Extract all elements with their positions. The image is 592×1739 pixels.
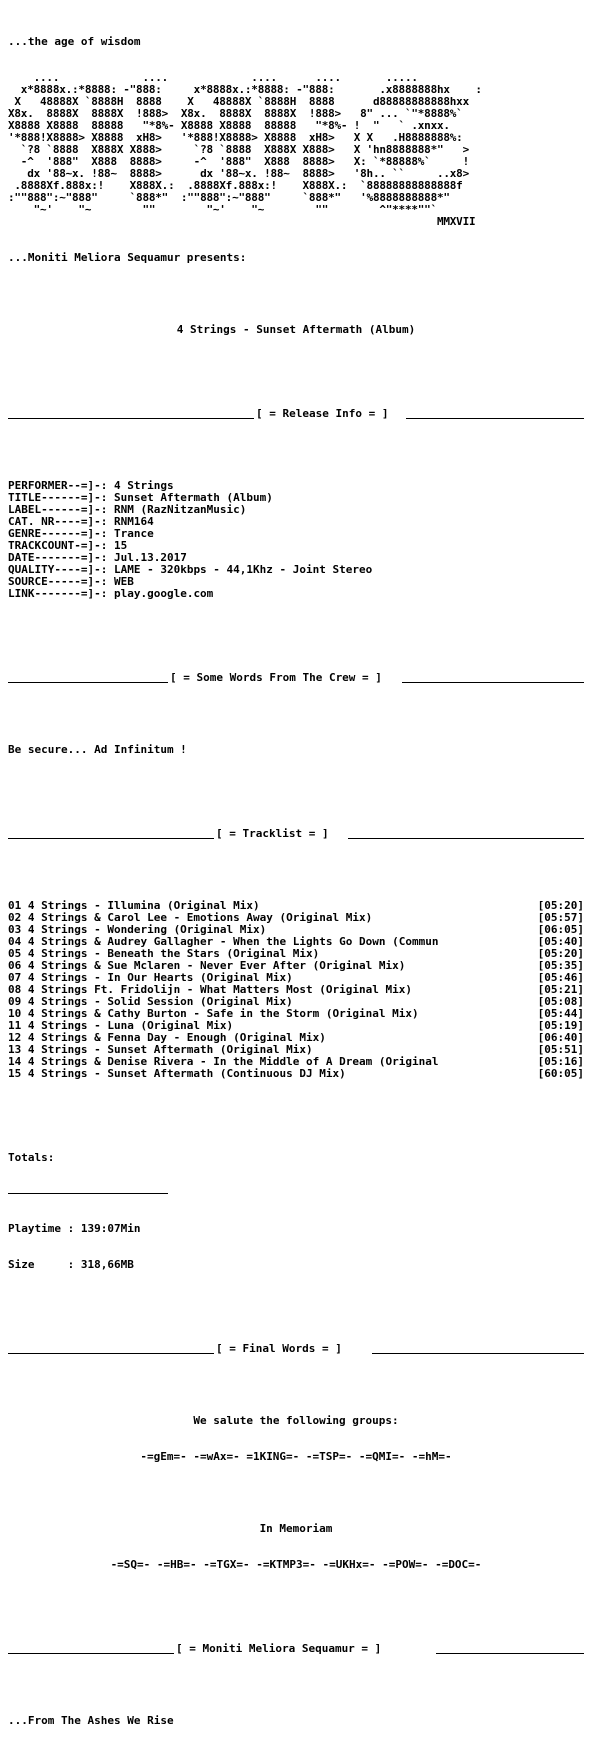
salute-line: We salute the following groups: <box>193 1414 399 1427</box>
ascii-art-line: X8888 X8888 88888 "*8%- X8888 X8888 88888 "*8%- ! " ` .xnxx. <box>8 119 450 132</box>
ascii-art-line: .8888Xf.888x:! X888X.: .8888Xf.888x:! X888X.: `88888888888888f <box>8 179 463 192</box>
track-title: 06 4 Strings & Sue Mclaren - Never Ever After (Original Mix) <box>8 959 406 972</box>
release-info-key: LABEL------=]-: <box>8 503 114 516</box>
track-duration: [06:05] <box>537 923 584 936</box>
track-title: 02 4 Strings & Carol Lee - Emotions Away (Original Mix) <box>8 911 373 924</box>
track-title: 15 4 Strings - Sunset Aftermath (Continuous DJ Mix) <box>8 1067 346 1080</box>
track-duration: [05:08] <box>537 995 584 1008</box>
track-title: 04 4 Strings & Audrey Gallagher - When the Lights Go Down (Commun <box>8 935 439 948</box>
release-info-key: LINK-------=]-: <box>8 587 114 600</box>
ascii-art-line: x*8888x.:*8888: -"888: x*8888x.:*8888: -"888: .x8888888hx : <box>8 83 482 96</box>
crew-words-separator <box>8 672 584 684</box>
release-info-value: Trance <box>113 527 154 540</box>
memoriam-groups: -=SQ=- -=HB=- -=TGX=- -=KTMP3=- -=UKHx=- -=POW=- -=DOC=- <box>110 1558 482 1571</box>
track-title: 05 4 Strings - Beneath the Stars (Original Mix) <box>8 947 320 960</box>
release-info-key: GENRE------=]-: <box>8 527 114 540</box>
track-duration: [05:21] <box>537 983 584 996</box>
moniti-separator <box>8 1643 584 1655</box>
ascii-art-line: .... .... .... .... ..... <box>8 71 418 84</box>
outro-line: ...From The Ashes We Rise <box>8 1714 174 1727</box>
release-info-value: LAME - 320kbps - 44,1Khz - Joint Stereo <box>113 563 373 576</box>
track-title: 14 4 Strings & Denise Rivera - In the Middle of A Dream (Original <box>8 1055 439 1068</box>
track-duration: [05:19] <box>537 1019 584 1032</box>
release-info-value: 4 Strings <box>113 479 174 492</box>
track-duration: [05:51] <box>537 1043 584 1056</box>
release-info-value: Jul.13.2017 <box>113 551 187 564</box>
ascii-art-logo <box>8 72 584 228</box>
release-info-value: Sunset Aftermath (Album) <box>113 491 273 504</box>
track-duration: [05:16] <box>537 1055 584 1068</box>
release-info-key: SOURCE-----=]-: <box>8 575 114 588</box>
release-info-separator <box>8 408 584 420</box>
ascii-art-line: `?8 `8888 X888X X888> `?8 `8888 X888X X888> X 'hn8888888*" > <box>8 143 469 156</box>
release-info-key: DATE-------=]-: <box>8 551 114 564</box>
release-info-heading: [ = Release Info = ] <box>256 407 389 420</box>
track-duration: [05:40] <box>537 935 584 948</box>
final-words-separator <box>8 1343 584 1355</box>
track-duration: [05:46] <box>537 971 584 984</box>
totals-heading: Totals: <box>8 1151 55 1164</box>
release-info-value: RNM (RazNitzanMusic) <box>113 503 247 516</box>
release-info-key: QUALITY----=]-: <box>8 563 114 576</box>
release-info-value: RNM164 <box>113 515 154 528</box>
crew-message: Be secure... Ad Infinitum ! <box>8 743 187 756</box>
release-info-value: play.google.com <box>113 587 214 600</box>
track-duration: [05:20] <box>537 947 584 960</box>
track-row <box>8 1068 584 1080</box>
track-title: 10 4 Strings & Cathy Burton - Safe in the Storm (Original Mix) <box>8 1007 419 1020</box>
ascii-art-line: MMXVII <box>8 215 476 228</box>
track-title: 07 4 Strings - In Our Hearts (Original Mix) <box>8 971 293 984</box>
final-words-heading: [ = Final Words = ] <box>216 1342 342 1355</box>
release-info-row <box>8 588 584 600</box>
ascii-art-line: :""888":~"888" `888*" :""888":~"888" `888*" '%8888888888*" <box>8 191 450 204</box>
release-info-block <box>8 480 584 600</box>
release-info-value: 15 <box>113 539 128 552</box>
release-info-value: WEB <box>113 575 134 588</box>
track-title: 03 4 Strings - Wondering (Original Mix) <box>8 923 267 936</box>
release-info-key: TITLE------=]-: <box>8 491 114 504</box>
ascii-art-line: X 48888X `8888H 8888 X 48888X `8888H 8888 d88888888888hxx <box>8 95 469 108</box>
release-info-key: CAT. NR----=]-: <box>8 515 114 528</box>
release-info-key: TRACKCOUNT-=]-: <box>8 539 114 552</box>
track-title: 08 4 Strings Ft. Fridolijn - What Matters Most (Original Mix) <box>8 983 412 996</box>
intro-line: ...the age of wisdom <box>8 35 141 48</box>
track-title: 11 4 Strings - Luna (Original Mix) <box>8 1019 234 1032</box>
presents-line: ...Moniti Meliora Sequamur presents: <box>8 251 247 264</box>
ascii-art-line: dx '88~x. !88~ 8888> dx '88~x. !88~ 8888> '8h.. `` ..x8> <box>8 167 469 180</box>
release-headline: 4 Strings - Sunset Aftermath (Album) <box>176 323 416 336</box>
tracklist-separator <box>8 828 584 840</box>
track-duration: [05:44] <box>537 1007 584 1020</box>
ascii-art-line: '*888!X8888> X8888 xH8> '*888!X8888> X8888 xH8> X X .H8888888%: <box>8 131 463 144</box>
track-title: 13 4 Strings - Sunset Aftermath (Original Mix) <box>8 1043 313 1056</box>
totals-size: Size : 318,66MB <box>8 1258 134 1271</box>
ascii-art-line: -^ '888" X888 8888> -^ '888" X888 8888> X: `*88888%` ! <box>8 155 469 168</box>
moniti-heading: [ = Moniti Meliora Sequamur = ] <box>176 1642 382 1655</box>
track-title: 09 4 Strings - Solid Session (Original Mix) <box>8 995 293 1008</box>
ascii-art-line: X8x. 8888X 8888X !888> X8x. 8888X 8888X !888> 8" ... `"*8888%` <box>8 107 463 120</box>
track-duration: [05:57] <box>537 911 584 924</box>
salute-groups: -=gEm=- -=wAx=- =1KING=- -=TSP=- -=QMI=- -=hM=- <box>140 1450 452 1463</box>
track-duration: [05:20] <box>537 899 584 912</box>
track-duration: [06:40] <box>537 1031 584 1044</box>
track-duration: [60:05] <box>537 1067 584 1080</box>
track-duration: [05:35] <box>537 959 584 972</box>
track-title: 01 4 Strings - Illumina (Original Mix) <box>8 899 260 912</box>
tracklist <box>8 900 584 1080</box>
nfo-document <box>8 12 584 1739</box>
memoriam-line: In Memoriam <box>259 1522 333 1535</box>
totals-underline <box>8 1193 168 1194</box>
release-info-key: PERFORMER--=]-: <box>8 479 114 492</box>
track-title: 12 4 Strings & Fenna Day - Enough (Original Mix) <box>8 1031 326 1044</box>
totals-playtime: Playtime : 139:07Min <box>8 1222 141 1235</box>
crew-words-heading: [ = Some Words From The Crew = ] <box>170 671 382 684</box>
tracklist-heading: [ = Tracklist = ] <box>216 827 329 840</box>
ascii-art-line: "~' "~ "" "~' "~ "" ^"****""` <box>8 203 437 216</box>
